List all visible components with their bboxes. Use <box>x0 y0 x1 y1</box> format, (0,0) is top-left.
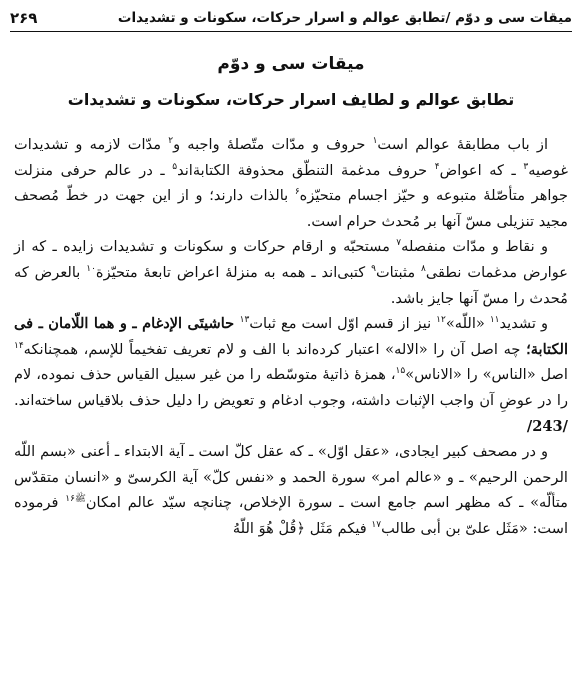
text-run: چه اصل آن را «الاله» اعتبار کرده‌اند با الف و لام تعریف تفخیماً للإسم، همچنانکه <box>23 340 527 358</box>
text-run: ـ که اعواض <box>439 161 524 179</box>
paragraph <box>14 234 568 311</box>
paragraph <box>14 311 568 439</box>
chapter-title: میقات سی و دوّم <box>217 54 365 74</box>
text-run: حروف مدغمة التنطّق محذوفة الکتابة‌اند <box>177 161 435 179</box>
paragraph <box>14 132 568 234</box>
paragraph <box>14 439 568 541</box>
running-header <box>10 6 572 30</box>
footnote-marker: ۱۴ <box>14 340 24 351</box>
footnote-marker: ۱۵ <box>395 366 406 377</box>
page-number: ۲۶۹ <box>10 9 38 27</box>
text-run: فرموده است: «مَثَل علیّ بن أبی طالب <box>14 494 568 537</box>
body-text <box>14 132 568 542</box>
text-run: مستحبّه و ارقام حرکات و سکونات و تشدیدات زایده ـ که از عوارض مدغمات نطقی <box>14 238 568 281</box>
footnote-marker: ۱۷ <box>371 520 382 531</box>
footnote-marker: ۸ <box>421 264 426 275</box>
text-run: و در مصحف کبیر ایجادی، «عقل اوّل» ـ که عقل کلّ است ـ آیة الابتداء ـ أعنی «بسم اللّه الرحمن الرحیم» ـ و «عالم امر» سورة الحمد و «نفس کلّ» آیة الکرسیّ و «انسان متقدّس متألّه» ـ که مظهر اسم جامع است ـ سورة الإخلاص، چنانچه سیّد عالم امکان <box>14 443 568 512</box>
text-run: مدّات لازمه و تشدیدات غوصیه <box>14 136 569 179</box>
text-run: مثبتات <box>375 263 422 281</box>
text-run: «اللّه» <box>445 315 490 333</box>
text-run: فیکم مَثَل ﴿قُلْ هُوَ اللّهُ <box>232 519 372 537</box>
footnote-marker: ۱۰ <box>86 264 96 275</box>
footnote-marker: ۱ <box>372 136 378 147</box>
text-run: ، همزهٔ ذاتیهٔ متوسّطه را من غیر سبیل القیاس حذف نموده، لام را در عوضِ آن واجب الإثبات داشته، وجوب ادغام و تعویض را دلیل حذف بلاقیاس ساخته‌اند. <box>14 366 568 409</box>
text-run: ـ در عالم حرفی منزلت جواهر متأصّلهٔ متبوعه و حیّز اجسام متحیّزه <box>14 161 569 205</box>
footnote-marker: ۷ <box>396 238 402 249</box>
footnote-marker: ۲ <box>168 136 174 147</box>
text-run: بالعرض که مُحدث را مسّ آنها جایز باشد. <box>14 263 568 307</box>
text-run: نیز از قسم اوّل است مع ثبات <box>249 315 437 333</box>
text-run: حاشیتَی الإدغام ـ و هما اللّامان ـ فی الکتابة؛ <box>14 315 568 358</box>
footnote-marker: ۵ <box>172 161 178 172</box>
footnote-marker: ۱۶ <box>65 494 75 505</box>
chapter-subtitle: تطابق عوالم و لطایف اسرار حرکات، سکونات و تشدیدات <box>67 90 515 109</box>
text-run: /243/ <box>526 417 568 435</box>
text-run: کتبی‌اند ـ همه به منزلهٔ اعراض تابعهٔ متحیّزة <box>95 263 372 281</box>
footnote-marker: ۱۲ <box>436 315 446 326</box>
footnote-marker: ۶ <box>294 187 300 198</box>
text-run: حروف و مدّات متّصلهٔ واجبه و <box>173 136 373 153</box>
running-title: میقات سی و دوّم /تطابق عوالم و اسرار حرکات، سکونات و تشدیدات <box>117 10 572 26</box>
footnote-marker: ۳ <box>523 161 529 172</box>
text-run: و نقاط و مدّات منفصله <box>401 238 548 256</box>
footnote-marker: ۱۱ <box>489 315 500 326</box>
footnote-marker: ۱۳ <box>239 315 250 326</box>
text-run: و تشدید <box>499 315 549 333</box>
footnote-marker: ﷺ <box>74 494 86 505</box>
text-run: از باب مطابقهٔ عوالم است <box>377 136 548 153</box>
text-run: اصل «الناس» را «الاناس» <box>405 366 568 384</box>
footnote-marker: ۴ <box>434 161 440 172</box>
text-run: بالذات دارند؛ و از این جهت در خطّ مُصحف مجید تنزیلی مسّ آنها بر مُحدث حرام است. <box>14 187 568 230</box>
header-rule <box>10 31 572 32</box>
footnote-marker: ۹ <box>371 264 376 275</box>
